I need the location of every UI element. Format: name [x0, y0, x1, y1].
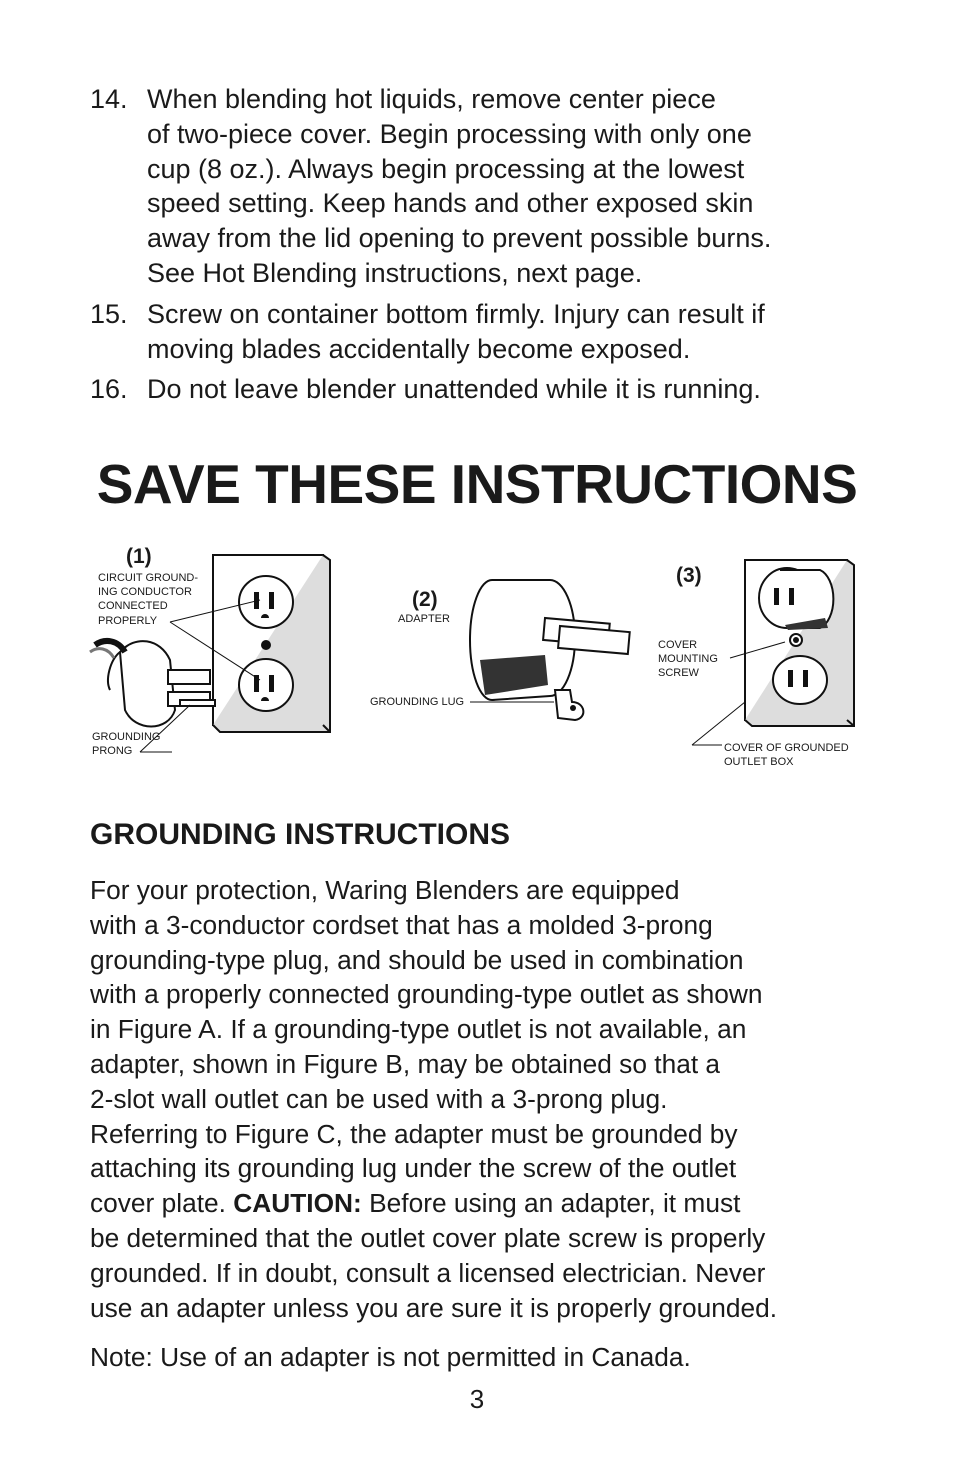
list-item — [90, 82, 890, 291]
paragraph-line: adapter, shown in Figure B, may be obtained so that a — [90, 1048, 721, 1079]
paragraph-line: use an adapter unless you are sure it is properly grounded. — [90, 1292, 778, 1323]
label-line: OUTLET BOX — [724, 756, 794, 769]
item-line: away from the lid opening to prevent possible burns. — [147, 223, 772, 254]
figures-panel — [80, 540, 880, 785]
figure3-cover-label — [724, 741, 849, 769]
figure2-adapter-label: ADAPTER — [398, 613, 450, 625]
paragraph-line: with a 3-conductor cordset that has a molded 3-prong — [90, 909, 713, 940]
caution-prefix: cover plate. — [90, 1188, 234, 1219]
figure1-prong-label — [92, 730, 160, 758]
item-line: When blending hot liquids, remove center piece — [147, 84, 716, 114]
paragraph-line: Referring to Figure C, the adapter must be grounded by — [90, 1118, 738, 1149]
label-line: PROPERLY — [98, 614, 158, 627]
paragraph-line: in Figure A. If a grounding-type outlet is not available, an — [90, 1014, 747, 1045]
figure1-conductor-label — [98, 571, 198, 628]
grounding-heading: GROUNDING INSTRUCTIONS — [90, 818, 510, 851]
canada-note: Note: Use of an adapter is not permitted in Canada. — [90, 1342, 691, 1372]
item-line: speed setting. Keep hands and other exposed skin — [147, 188, 754, 219]
caution-suffix: Before using an adapter, it must — [361, 1188, 741, 1219]
paragraph-line: attaching its grounding lug under the screw of the outlet — [90, 1153, 737, 1184]
label-line: PRONG — [92, 745, 133, 758]
item-number: 16. — [90, 374, 128, 405]
paragraph-line: with a properly connected grounding-type outlet as shown — [90, 979, 763, 1010]
label-line: GROUNDING — [92, 731, 161, 743]
label-line: COVER OF GROUNDED — [724, 742, 849, 754]
figure2-number: (2) — [412, 588, 438, 611]
paragraph-line: grounding-type plug, and should be used in combination — [90, 944, 744, 975]
grounding-paragraph — [90, 873, 880, 1325]
item-line: See Hot Blending instructions, next page. — [147, 257, 643, 288]
item-line: moving blades accidentally become exposed. — [147, 333, 691, 364]
figure3-number: (3) — [676, 564, 702, 587]
paragraph-line: 2-slot wall outlet can be used with a 3-prong plug. — [90, 1083, 668, 1114]
label-line: CONNECTED — [98, 600, 168, 613]
list-item — [90, 297, 890, 367]
figure2-adapter-drawing — [470, 580, 630, 720]
label-line: MOUNTING — [658, 653, 718, 666]
item-line: of two-piece cover. Begin processing with only one — [147, 118, 752, 149]
paragraph-line: For your protection, Waring Blenders are equipped — [90, 875, 680, 905]
paragraph-line: be determined that the outlet cover plate screw is properly — [90, 1222, 766, 1253]
label-line: SCREW — [658, 667, 699, 680]
item-number: 15. — [90, 298, 128, 329]
figure1-number: (1) — [126, 545, 152, 568]
label-line: COVER — [658, 639, 698, 651]
list-item — [90, 372, 890, 407]
label-line: CIRCUIT GROUND- — [98, 572, 199, 584]
save-instructions-title: SAVE THESE INSTRUCTIONS — [96, 453, 858, 515]
item-line: cup (8 oz.). Always begin processing at the lowest — [147, 153, 745, 184]
item-line: Do not leave blender unattended while it is running. — [147, 374, 761, 405]
page-number: 3 — [469, 1384, 485, 1414]
instruction-list — [90, 82, 890, 413]
caution-label: CAUTION: — [233, 1188, 362, 1219]
figure2-lug-label: GROUNDING LUG — [370, 696, 465, 708]
paragraph-line: grounded. If in doubt, consult a licensed electrician. Never — [90, 1257, 766, 1288]
item-number: 14. — [90, 84, 128, 114]
figure3-screw-label — [658, 638, 718, 681]
item-line: Screw on container bottom firmly. Injury can result if — [147, 298, 765, 329]
label-line: ING CONDUCTOR — [98, 586, 192, 599]
